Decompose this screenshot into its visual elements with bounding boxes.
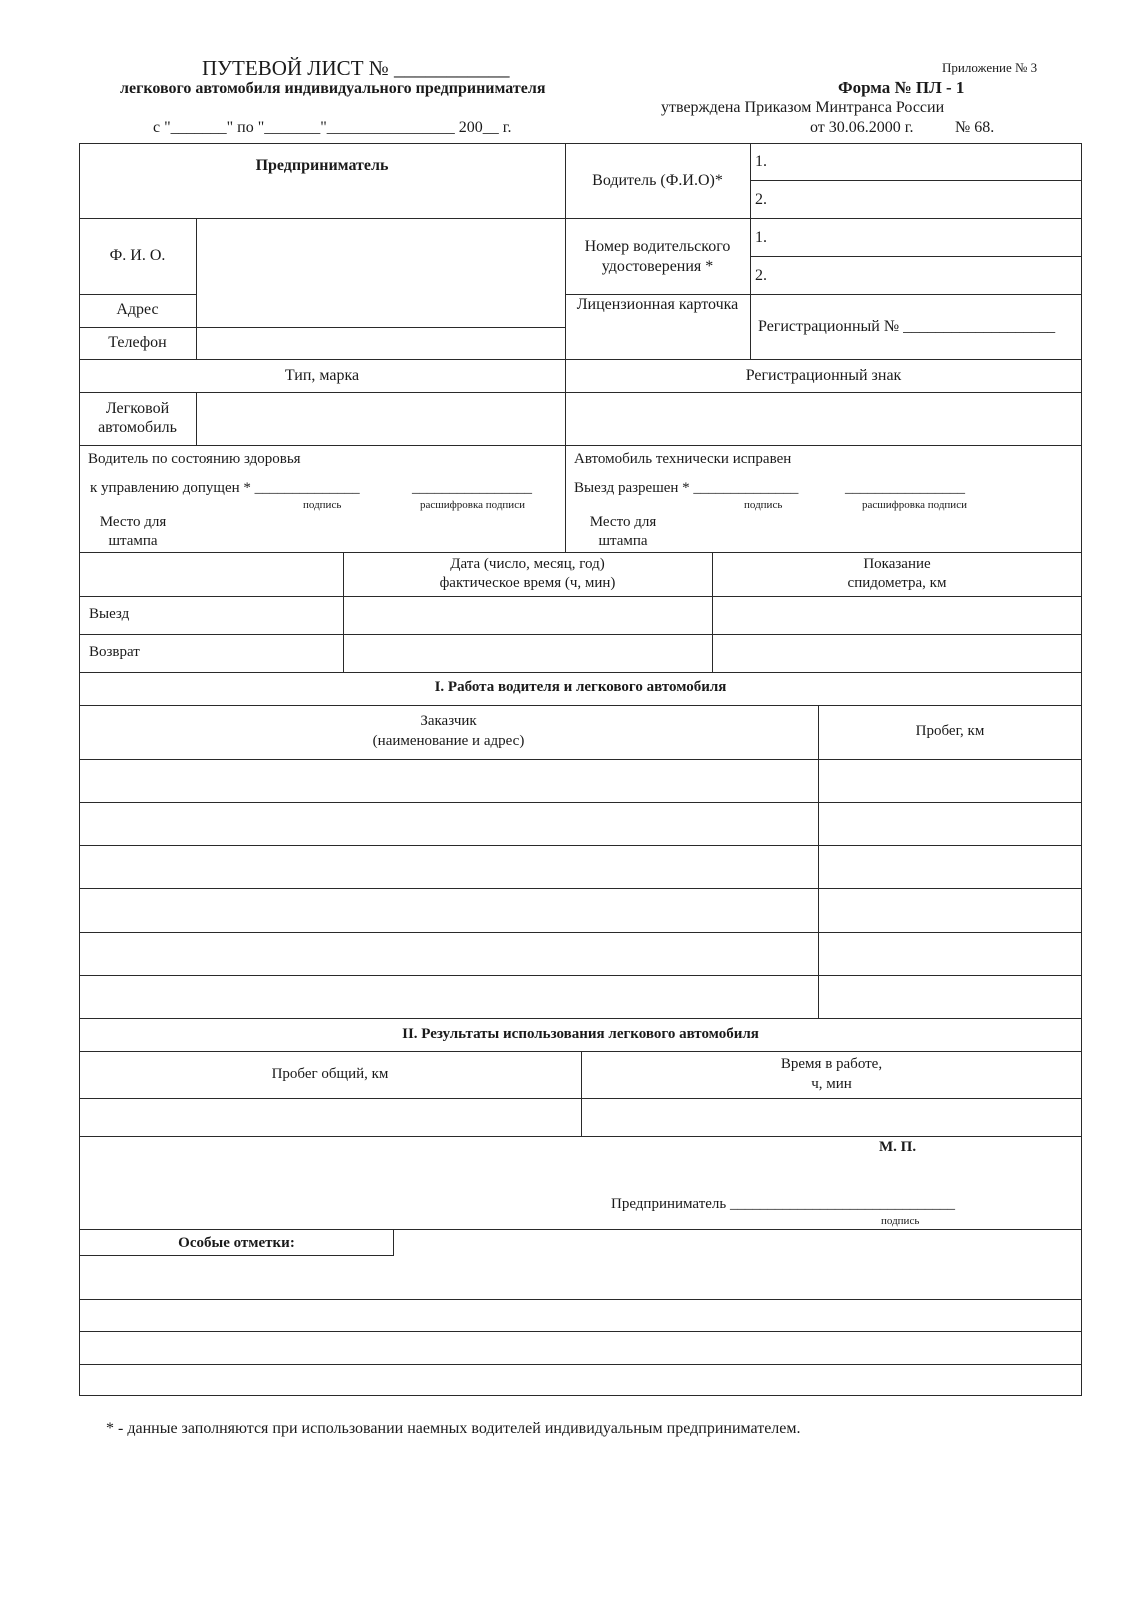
odometer-header-line2: спидометра, км	[847, 575, 947, 591]
fio-label: Ф. И. О.	[109, 247, 166, 264]
mileage-header: Пробег, км	[915, 723, 985, 739]
license-2-number: 2.	[755, 267, 767, 284]
form-subtitle: легкового автомобиля индивидуального предпринимателя	[120, 80, 546, 97]
health-decoding-line[interactable]: ________________	[412, 480, 532, 496]
tech-signature-caption: подпись	[744, 499, 783, 511]
tech-decoding-line[interactable]: ________________	[845, 480, 965, 496]
phone-field[interactable]	[197, 328, 564, 358]
table-rule	[750, 143, 751, 359]
phone-label: Телефон	[108, 334, 167, 351]
car-type-field[interactable]	[197, 393, 564, 444]
order-number: № 68.	[955, 119, 995, 136]
date-header-line1: Дата (число, месяц, год)	[450, 556, 605, 572]
address-label: Адрес	[116, 301, 159, 318]
tech-stamp-line1: Место для	[589, 514, 657, 530]
odometer-header-line1: Показание	[863, 556, 931, 572]
license-1-field[interactable]	[775, 219, 1080, 255]
registration-number-field[interactable]: Регистрационный № ___________________	[758, 318, 1056, 335]
driver-2-field[interactable]	[775, 181, 1080, 217]
work-time-field[interactable]	[582, 1099, 1081, 1135]
form-number: Форма № ПЛ - 1	[838, 78, 965, 97]
notes-row-3[interactable]	[80, 1332, 1081, 1363]
notes-row-4[interactable]	[80, 1365, 1081, 1395]
table-rule	[565, 445, 566, 552]
customer-header-line2: (наименование и адрес)	[372, 733, 525, 749]
driver-1-field[interactable]	[775, 144, 1080, 179]
driver-1-number: 1.	[755, 153, 767, 170]
date-header-line2: фактическое время (ч, мин)	[439, 575, 616, 591]
license-card-label: Лицензионная карточка	[576, 296, 739, 313]
total-mileage-header: Пробег общий, км	[271, 1066, 389, 1082]
health-line1: Водитель по состоянию здоровья	[88, 451, 301, 467]
return-label: Возврат	[89, 644, 140, 660]
table-rule	[79, 294, 196, 295]
table-rule	[79, 552, 1082, 553]
table-rule	[565, 294, 1082, 295]
work-row-2[interactable]	[80, 803, 1081, 844]
license-label-line1: Номер водительского	[584, 238, 731, 255]
form-title: ПУТЕВОЙ ЛИСТ № ___________	[202, 56, 510, 80]
entrepreneur-signature-line[interactable]: Предприниматель ______________________________	[611, 1196, 955, 1212]
health-stamp-line2: штампа	[108, 533, 158, 549]
period-line[interactable]: с "_______" по "_______"________________ 200__ г.	[153, 119, 512, 136]
table-rule	[79, 1018, 1082, 1019]
fio-field[interactable]	[197, 219, 564, 326]
table-rule	[79, 445, 1082, 446]
appendix-label: Приложение № 3	[942, 60, 1038, 75]
departure-odometer-field[interactable]	[713, 597, 1081, 633]
car-label-line1: Легковой	[105, 400, 170, 417]
entrepreneur-heading: Предприниматель	[255, 157, 389, 174]
table-rule	[79, 705, 1082, 706]
work-row-6[interactable]	[80, 976, 1081, 1017]
notes-row-1[interactable]	[80, 1258, 1081, 1298]
work-row-1[interactable]	[80, 760, 1081, 801]
departure-date-field[interactable]	[344, 597, 711, 633]
work-row-4[interactable]	[80, 889, 1081, 931]
return-date-field[interactable]	[344, 635, 711, 671]
special-notes-title: Особые отметки:	[178, 1235, 295, 1251]
health-signature-caption: подпись	[303, 499, 342, 511]
section1-title: I. Работа водителя и легкового автомобиля	[434, 679, 727, 695]
health-decoding-caption: расшифровка подписи	[420, 499, 525, 511]
health-admit-line[interactable]: к управлению допущен * ______________	[90, 480, 360, 496]
tech-line1: Автомобиль технически исправен	[574, 451, 792, 467]
type-brand-header: Тип, марка	[284, 367, 360, 384]
license-2-field[interactable]	[775, 257, 1080, 293]
table-rule	[79, 359, 1082, 360]
tech-exit-line[interactable]: Выезд разрешен * ______________	[574, 480, 799, 496]
stamp-place-label: М. П.	[879, 1139, 917, 1155]
work-time-header-line1: Время в работе,	[780, 1056, 883, 1072]
work-row-5[interactable]	[80, 933, 1081, 974]
license-label-line2: удостоверения *	[601, 258, 714, 275]
driver-fio-label: Водитель (Ф.И.О)*	[592, 172, 723, 189]
car-label-line2: автомобиль	[98, 419, 177, 436]
table-rule	[79, 672, 1082, 673]
notes-row-2[interactable]	[80, 1300, 1081, 1330]
reg-sign-header: Регистрационный знак	[745, 367, 902, 384]
health-stamp-line1: Место для	[99, 514, 167, 530]
work-row-3[interactable]	[80, 846, 1081, 887]
total-mileage-field[interactable]	[80, 1099, 580, 1135]
return-odometer-field[interactable]	[713, 635, 1081, 671]
approval-text: утверждена Приказом Минтранса России	[661, 99, 945, 116]
footnote: * - данные заполняются при использовании наемных водителей индивидуальным предпринимателем.	[106, 1420, 801, 1437]
tech-decoding-caption: расшифровка подписи	[862, 499, 967, 511]
entrepreneur-signature-caption: подпись	[881, 1215, 920, 1227]
license-1-number: 1.	[755, 229, 767, 246]
section2-title: II. Результаты использования легкового автомобиля	[402, 1026, 759, 1042]
departure-label: Выезд	[89, 606, 130, 622]
driver-2-number: 2.	[755, 191, 767, 208]
tech-stamp-line2: штампа	[598, 533, 648, 549]
customer-header-line1: Заказчик	[420, 713, 477, 729]
reg-sign-field[interactable]	[566, 393, 1081, 444]
work-time-header-line2: ч, мин	[811, 1076, 852, 1092]
order-date: от 30.06.2000 г.	[810, 119, 914, 136]
table-rule	[79, 1136, 1082, 1137]
